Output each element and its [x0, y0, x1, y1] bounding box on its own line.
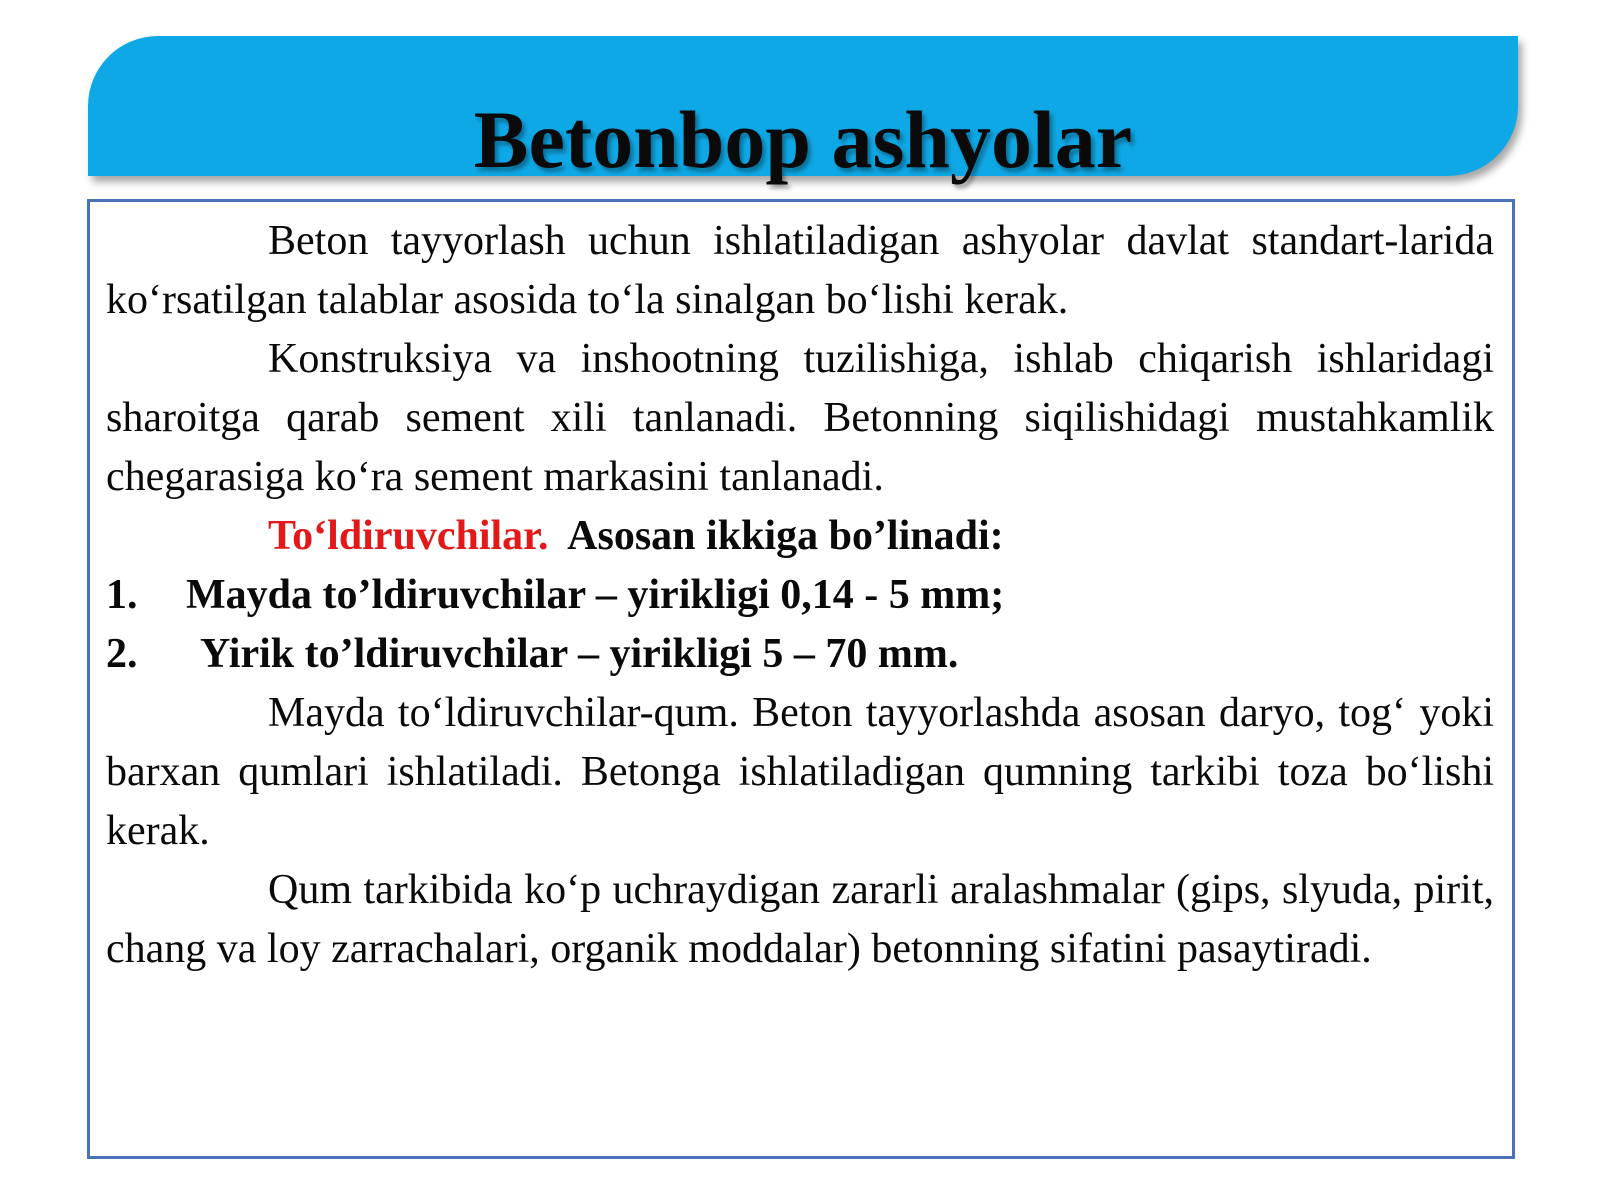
list-item-text: Mayda to’ldiruvchilar – yirikligi 0,14 - 5 mm;	[186, 572, 1005, 618]
content-box	[87, 199, 1515, 1159]
list-item	[106, 566, 1494, 625]
paragraph-materials-standards: Beton tayyorlash uchun ishlatiladigan ashyolar davlat standart-larida ko‘rsatilgan talablar asosida to‘la sinalgan bo‘lishi kerak.	[106, 218, 1494, 323]
fillers-heading	[106, 507, 1494, 566]
list-item-text: Yirik to’ldiruvchilar – yirikligi 5 – 70 mm.	[200, 631, 959, 677]
paragraph-fine-fillers: Mayda to‘ldiruvchilar-qum. Beton tayyorlashda asosan daryo, tog‘ yoki barxan qumlari ishlatiladi. Betonga ishlatiladigan qumning tarkibi toza bo‘lishi kerak.	[106, 690, 1494, 854]
list-item-number: 2.	[106, 631, 138, 677]
fillers-intro: Asosan ikkiga bo’linadi:	[567, 513, 1004, 559]
fillers-label: To‘ldiruvchilar.	[268, 513, 549, 559]
paragraph-cement-selection: Konstruksiya va inshootning tuzilishiga, ishlab chiqarish ishlaridagi sharoitga qarab sement xili tanlanadi. Betonning siqilishidagi mustahkamlik chegarasiga ko‘ra sement markasini tanlanadi.	[106, 336, 1494, 500]
list-item	[106, 625, 1494, 684]
slide-title: Betonbop ashyolar	[473, 94, 1133, 185]
list-item-number: 1.	[106, 572, 138, 618]
paragraph-harmful-impurities: Qum tarkibida ko‘p uchraydigan zararli aralashmalar (gips, slyuda, pirit, chang va loy zarrachalari, organik moddalar) betonning sifatini pasaytiradi.	[106, 867, 1494, 972]
